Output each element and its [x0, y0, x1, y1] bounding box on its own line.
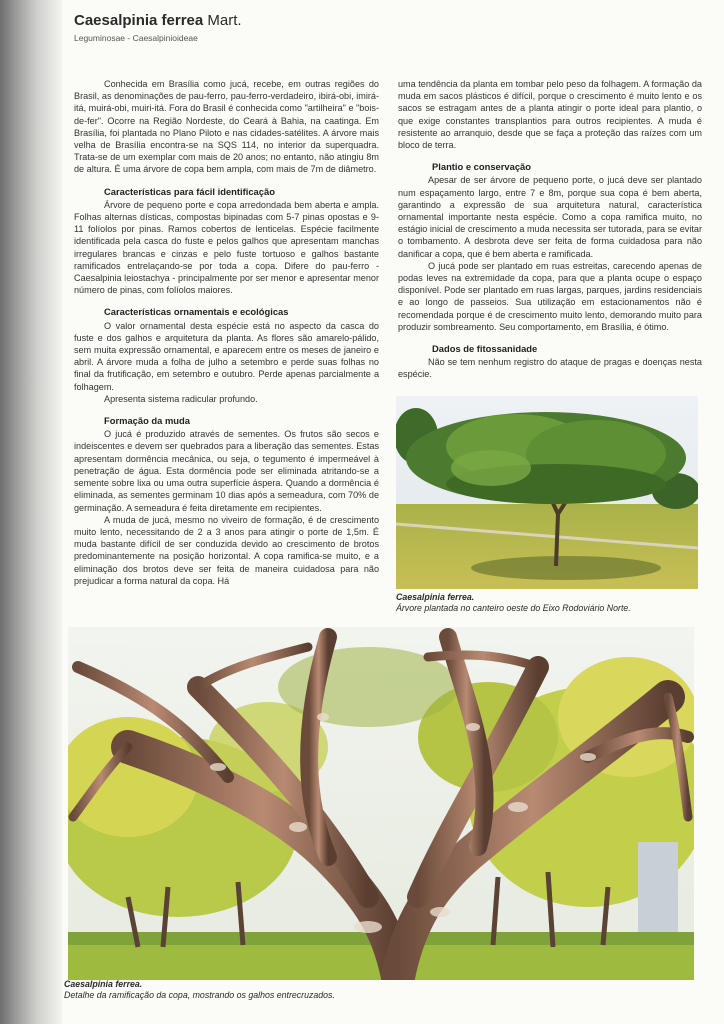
seedling-paragraph-2: A muda de jucá, mesmo no viveiro de formação, é de crescimento muito lento, necessitando de 2 a 3 anos para atingir o porte de 1,5m. É muda bastante difícil de ser conduzida devido ao crescimento de brotos predominantemente na posição horizontal. A copa ramifica-se muito, e a eliminação dos brotos deve ser feita de maneira cuidadosa para não prejudicar a forma natural da copa. Há [74, 514, 379, 586]
phytosanitary-heading: Dados de fitossanidade [432, 343, 538, 355]
identification-heading: Características para fácil identificação [104, 185, 275, 197]
intro-paragraph: Conhecida em Brasília como jucá, recebe, em outras regiões do Brasil, as denominações de pau-ferro, pau-ferro-verdadeiro, ibirá-obi, imirá-itá, muirá-obi, muiri-itá. Fora do Brasil é conhecida como "artilheira" e "bois-de-fer". Ocorre na Região Nordeste, do Ceará à Bahia, na caatinga. Em Brasília, foi plantada no Plano Piloto e nas cidades-satélites. A árvore mais velha de Brasília encontra-se na SQS 114, no interior da superquadra. Trata-se de um exemplar com mais de 20 anos; no entanto, não atingiu 8m de altura. É uma árvore de copa bem ampla, com mais de 7m de diâmetro. [74, 79, 379, 175]
tree-in-park-photo [396, 396, 698, 589]
planting-heading: Plantio e conservação [432, 161, 532, 173]
page-title [74, 12, 242, 29]
seedling-heading: Formação da muda [104, 415, 190, 427]
photo2-caption [64, 979, 444, 1001]
ornamental-heading: Características ornamentais e ecológicas [104, 306, 289, 318]
photo1-caption-species: Caesalpinia ferrea. [396, 592, 475, 602]
seedling-paragraph-1: O jucá é produzido através de sementes. Os frutos são secos e indeiscentes e devem ser quebrados para a liberação das sementes. Estas apresentam dormência mecânica, ou seja, o tegumento é impermeável à penetração de água. Esta dormência pode ser eliminada atritando-se a semente sobre lixa ou uma outra superfície áspera. Quando a dormência é eliminada, as sementes germinam 10 dias após a semeadura, com 70% de germinação. A semeadura é feita diretamente em recipientes. [74, 429, 379, 513]
species-author: Mart. [207, 12, 242, 29]
photo2-caption-text: Detalhe da ramificação da copa, mostrando os galhos entrecruzados. [64, 990, 335, 1000]
book-gutter-shadow [0, 0, 62, 1024]
photo1-caption [396, 592, 706, 614]
photo1-caption-text: Árvore plantada no canteiro oeste do Eixo Rodoviário Norte. [396, 603, 631, 613]
planting-paragraph-2: O jucá pode ser plantado em ruas estreitas, carecendo apenas de podas leves na extremidade da copa, para que a planta ocupe o espaço disponível. Pode ser plantado em ruas largas, parques, jardins residenciais e ao longo de passeios. Sua utilização em estacionamentos não é recomendada porque é de crescimento muito lento, demorando muito para produzir sombreamento. Seu comportamento, em Brasília, é ótimo. [398, 260, 702, 332]
photo2-caption-species: Caesalpinia ferrea. [64, 979, 143, 989]
left-column [74, 78, 379, 587]
seedling-continuation-paragraph: uma tendência da planta em tombar pelo peso da folhagem. A formação da muda em sacos plásticos é difícil, porque o crescimento é muito lento e os sacos se estragam antes de a planta atingir o porte ideal para plantio, o que exige constantes transplantios para outros recipientes. A muda é resistente ao arranquio, desde que se faça a proteção das raízes com um bloco de terra. [398, 79, 702, 151]
identification-paragraph: Árvore de pequeno porte e copa arredondada bem aberta e ampla. Folhas alternas dísticas, compostas bipinadas com 5-7 pinas opostas e 9-11 folíolos por pinas. Ramos cobertos de lenticelas. Espécie facilmente identificada pela casca do fuste e pelos galhos que apresentam manchas irregulares brancas e cinzas e pelo fuste tortuoso e galhos bastante ramificados entrelaçando-se por toda a copa. Difere do pau-ferro - Caesalpinia leiostachya - principalmente por ser menor e apresentar menor número de pinas, com folíolos maiores. [74, 199, 379, 296]
ornamental-paragraph: O valor ornamental desta espécie está no aspecto da casca do fuste e dos galhos e arquitetura da planta. As flores são amarelo-pálido, sem muita expressão ornamental, e aparecem entre os meses de janeiro e abril. A árvore muda a folha de julho a setembro e perde suas folhas no final da frutificação, em setembro e outubro. Perde apenas parcialmente a folhagem. [74, 320, 379, 392]
right-column [398, 78, 702, 381]
root-system-paragraph: Apresenta sistema radicular profundo. [104, 393, 258, 404]
planting-paragraph-1: Apesar de ser árvore de pequeno porte, o jucá deve ser plantado num espaçamento largo, entre 7 e 8m, porque sua copa é bem aberta, garantindo a expressão de sua arquitetura natural, característica ornamental importante nesta espécie. Como a copa ramifica muito, no estágio inicial de crescimento a muda necessita ser tutorada, para se evitar o tombamento. A desbrota deve ser feita de forma cuidadosa para não danificar a copa, que é bem aberta e ramificada. [398, 175, 702, 259]
branches-detail-photo [68, 627, 694, 980]
phytosanitary-paragraph: Não se tem nenhum registro do ataque de pragas e doenças nesta espécie. [398, 357, 702, 380]
species-name: Caesalpinia ferrea [74, 12, 204, 29]
family-subtitle: Leguminosae - Caesalpinioideae [74, 33, 198, 43]
